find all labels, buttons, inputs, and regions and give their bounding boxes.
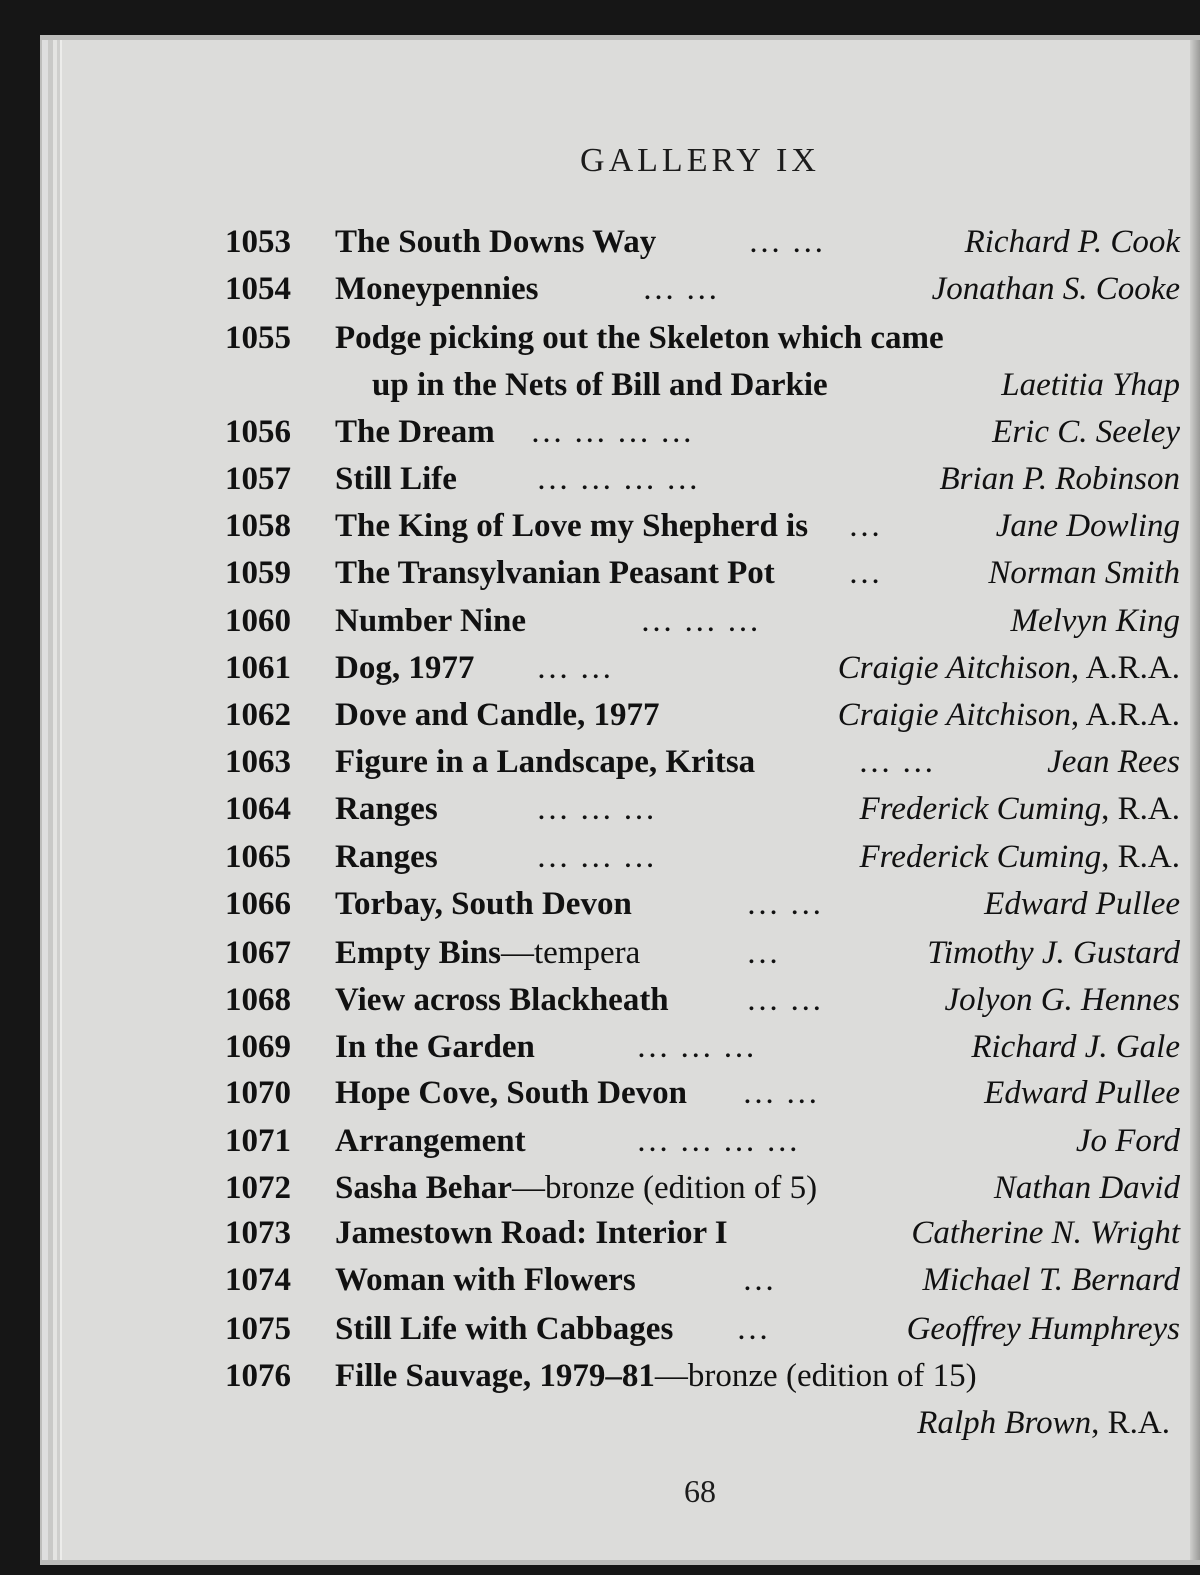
catalogue-entry <box>0 320 1200 368</box>
entry-artist: Geoffrey Humphreys <box>906 1311 1180 1347</box>
leader-dots: … … <box>748 224 826 260</box>
catalogue-entry <box>0 935 1200 983</box>
entry-number: 1068 <box>225 982 291 1018</box>
entry-title: Moneypennies <box>335 271 539 307</box>
entry-number: 1065 <box>225 839 291 875</box>
catalogue-entry <box>0 1215 1200 1263</box>
entry-artist: Jane Dowling <box>995 508 1180 544</box>
entry-number: 1062 <box>225 697 291 733</box>
leader-dots: … <box>742 1262 776 1298</box>
entry-number: 1073 <box>225 1215 291 1251</box>
catalogue-entry <box>0 650 1200 698</box>
entry-artist: Craigie Aitchison, A.R.A. <box>837 697 1180 733</box>
catalogue-entry <box>0 461 1200 509</box>
leader-dots: … … … … <box>530 414 694 450</box>
leader-dots: … … … <box>536 839 657 875</box>
leader-dots: … <box>848 555 882 591</box>
leader-dots: … <box>746 935 780 971</box>
entry-title: Fille Sauvage, 1979–81—bronze (edition of 15) <box>335 1358 977 1394</box>
entry-title: Ranges <box>335 791 438 827</box>
catalogue-entry <box>0 603 1200 651</box>
page-number: 68 <box>684 1473 716 1509</box>
entry-title: View across Blackheath <box>335 982 669 1018</box>
entry-artist: Catherine N. Wright <box>911 1215 1180 1251</box>
leader-dots: … … … <box>640 603 761 639</box>
entry-number: 1063 <box>225 744 291 780</box>
entry-title: Still Life with Cabbages <box>335 1311 674 1347</box>
entry-title: Dog, 1977 <box>335 650 475 686</box>
catalogue-entry <box>0 555 1200 603</box>
entry-artist: Jolyon G. Hennes <box>944 982 1180 1018</box>
entry-number: 1071 <box>225 1123 291 1159</box>
entry-title: Ranges <box>335 839 438 875</box>
catalogue-entry <box>0 1358 1200 1406</box>
catalogue-entry <box>0 982 1200 1030</box>
leader-dots: … … … <box>636 1029 757 1065</box>
leader-dots: … … … <box>536 791 657 827</box>
catalogue-entry <box>0 744 1200 792</box>
entry-number: 1053 <box>225 224 291 260</box>
entry-number: 1054 <box>225 271 291 307</box>
catalogue-entry <box>0 839 1200 887</box>
entry-title: Still Life <box>335 461 457 497</box>
catalogue-entry <box>0 791 1200 839</box>
catalogue-entry <box>0 414 1200 462</box>
entry-artist: Edward Pullee <box>984 886 1180 922</box>
leader-dots: … … … … <box>536 461 700 497</box>
entry-artist: Richard P. Cook <box>964 224 1180 260</box>
entry-artist: Eric C. Seeley <box>992 414 1180 450</box>
entry-title: Podge picking out the Skeleton which came <box>335 320 944 356</box>
entry-title: The Transylvanian Peasant Pot <box>335 555 775 591</box>
entry-title: Hope Cove, South Devon <box>335 1075 688 1111</box>
entry-title: Arrangement <box>335 1123 526 1159</box>
entry-artist: Jonathan S. Cooke <box>931 271 1180 307</box>
entry-number: 1056 <box>225 414 291 450</box>
entry-artist: Brian P. Robinson <box>939 461 1180 497</box>
entry-number: 1057 <box>225 461 291 497</box>
catalogue-entry <box>0 271 1200 319</box>
leader-dots: … … <box>746 982 824 1018</box>
entry-number: 1060 <box>225 603 291 639</box>
entry-artist: Craigie Aitchison, A.R.A. <box>837 650 1180 686</box>
entry-number: 1058 <box>225 508 291 544</box>
catalogue-entry <box>0 1029 1200 1077</box>
entry-artist: Melvyn King <box>1010 603 1180 639</box>
entry-title: Woman with Flowers <box>335 1262 636 1298</box>
entry-title: The King of Love my Shepherd is <box>335 508 809 544</box>
catalogue-entry <box>0 886 1200 934</box>
entry-number: 1076 <box>225 1358 291 1394</box>
entry-artist: Nathan David <box>993 1170 1180 1206</box>
catalogue-entry <box>0 1075 1200 1123</box>
leader-dots: … … <box>858 744 936 780</box>
entry-number: 1072 <box>225 1170 291 1206</box>
catalogue-entry <box>0 1123 1200 1171</box>
leader-dots: … … <box>742 1075 820 1111</box>
entry-title: Sasha Behar—bronze (edition of 5) <box>335 1170 818 1206</box>
entry-artist: Ralph Brown, R.A. <box>917 1405 1170 1441</box>
entry-title: Figure in a Landscape, Kritsa <box>335 744 756 780</box>
entry-artist: Jean Rees <box>1047 744 1180 780</box>
leader-dots: … … … … <box>636 1123 800 1159</box>
leader-dots: … … <box>746 886 824 922</box>
entry-artist: Michael T. Bernard <box>922 1262 1180 1298</box>
catalogue-entry <box>0 1170 1200 1218</box>
entry-number: 1074 <box>225 1262 291 1298</box>
entry-artist: Jo Ford <box>1075 1123 1180 1159</box>
entry-number: 1067 <box>225 935 291 971</box>
entry-number: 1055 <box>225 320 291 356</box>
entry-title: up in the Nets of Bill and Darkie <box>372 367 828 403</box>
leader-dots: … <box>736 1311 770 1347</box>
entry-artist: Edward Pullee <box>984 1075 1180 1111</box>
entry-number: 1061 <box>225 650 291 686</box>
entry-number: 1059 <box>225 555 291 591</box>
entry-artist: Timothy J. Gustard <box>927 935 1180 971</box>
leader-dots: … … <box>642 271 720 307</box>
entry-number: 1066 <box>225 886 291 922</box>
entry-artist: Frederick Cuming, R.A. <box>859 791 1180 827</box>
entry-artist: Richard J. Gale <box>971 1029 1180 1065</box>
entry-number: 1070 <box>225 1075 291 1111</box>
entry-artist: Laetitia Yhap <box>1001 367 1180 403</box>
catalogue-entry-continuation <box>0 1405 1200 1453</box>
entry-number: 1064 <box>225 791 291 827</box>
entry-title: Empty Bins—tempera <box>335 935 641 971</box>
leader-dots: … <box>848 508 882 544</box>
entry-number: 1069 <box>225 1029 291 1065</box>
catalogue-entry <box>0 224 1200 272</box>
catalogue-entry <box>0 1262 1200 1310</box>
catalogue-entry <box>0 1311 1200 1359</box>
entry-artist: Frederick Cuming, R.A. <box>859 839 1180 875</box>
entry-title: Dove and Candle, 1977 <box>335 697 660 733</box>
entry-title: The Dream <box>335 414 495 450</box>
catalogue-entry <box>0 697 1200 745</box>
entry-title: Number Nine <box>335 603 526 639</box>
entry-number: 1075 <box>225 1311 291 1347</box>
catalogue-entry-continuation <box>0 367 1200 415</box>
gallery-heading: GALLERY IX <box>580 142 820 179</box>
catalogue-entry <box>0 508 1200 556</box>
entry-artist: Norman Smith <box>988 555 1180 591</box>
entry-title: In the Garden <box>335 1029 535 1065</box>
leader-dots: … … <box>536 650 614 686</box>
entry-title: Torbay, South Devon <box>335 886 632 922</box>
entry-title: Jamestown Road: Interior I <box>335 1215 728 1251</box>
entry-title: The South Downs Way <box>335 224 657 260</box>
